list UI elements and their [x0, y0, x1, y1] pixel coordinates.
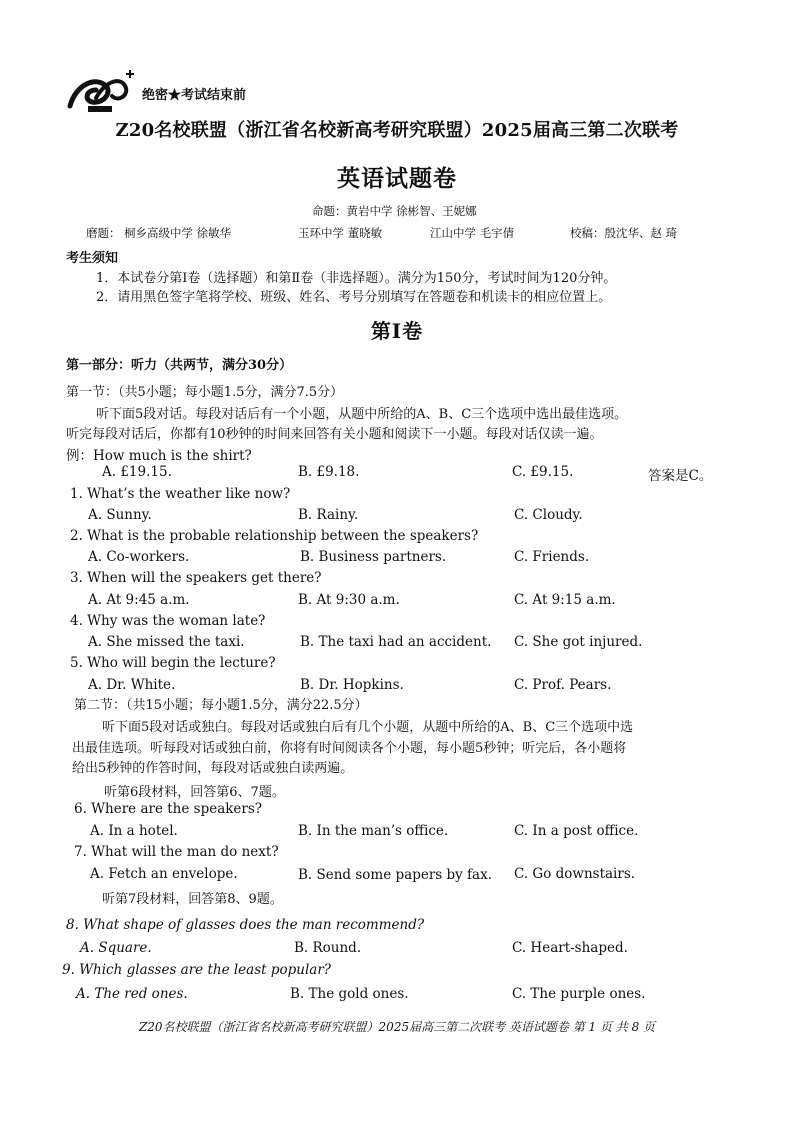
- notice-item-2: 2．请用黑色签字笔将学校、班级、姓名、考号分别填写在答题卷和机读卡的相应位置上。: [96, 290, 612, 305]
- notice-item-1: 1．本试卷分第Ⅰ卷（选择题）和第Ⅱ卷（非选择题）。满分为150分，考试时间为120分钟。: [96, 271, 617, 286]
- example-option-b: B. £9.18.: [298, 464, 360, 480]
- q8-option-a: A. Square.: [80, 940, 152, 956]
- question-8: 8. What shape of glasses does the man recommend?: [66, 917, 425, 933]
- q9-option-a: A. The red ones.: [76, 986, 188, 1002]
- q3-option-a: A. At 9:45 a.m.: [88, 592, 190, 608]
- reviewer-3: 江山中学 毛宇倩: [430, 226, 515, 240]
- question-4: 4. Why was the woman late?: [70, 613, 266, 629]
- notice-heading: 考生须知: [66, 251, 119, 266]
- q4-option-c: C. She got injured.: [514, 634, 643, 650]
- material-7-note: 听第7段材料，回答第8、9题。: [102, 892, 283, 907]
- q2-option-a: A. Co-workers.: [88, 549, 190, 565]
- q6-option-b: B. In the man’s office.: [298, 823, 449, 839]
- section2-instruction-1: 听下面5段对话或独白。每段对话或独白后有几个小题，从题中所给的A、B、C三个选项中选: [102, 720, 634, 735]
- question-7: 7. What will the man do next?: [74, 844, 279, 860]
- q2-option-b: B. Business partners.: [300, 549, 447, 565]
- example-answer: 答案是C。: [648, 468, 713, 484]
- q5-option-b: B. Dr. Hopkins.: [300, 677, 404, 693]
- q5-option-c: C. Prof. Pears.: [514, 677, 612, 693]
- q3-option-c: C. At 9:15 a.m.: [514, 592, 616, 608]
- q4-option-a: A. She missed the taxi.: [88, 634, 245, 650]
- q7-option-b: B. Send some papers by fax.: [298, 867, 493, 883]
- q1-option-c: C. Cloudy.: [514, 507, 583, 523]
- z20-logo-icon: [66, 66, 138, 114]
- q8-option-c: C. Heart-shaped.: [512, 940, 628, 956]
- exam-title: Z20名校联盟（浙江省名校新高考研究联盟）2025届高三第二次联考: [115, 120, 679, 141]
- section1-instruction-2: 听完每段对话后，你都有10秒钟的时间来回答有关小题和阅读下一小题。每段对话仅读一遍。: [66, 427, 603, 442]
- q3-option-b: B. At 9:30 a.m.: [298, 592, 400, 608]
- q9-option-b: B. The gold ones.: [290, 986, 409, 1002]
- reviewer-2: 玉环中学 董晓敏: [298, 226, 383, 240]
- q5-option-a: A. Dr. White.: [88, 677, 176, 693]
- q6-option-c: C. In a post office.: [514, 823, 639, 839]
- q7-option-c: C. Go downstairs.: [514, 866, 636, 882]
- question-2: 2. What is the probable relationship between the speakers?: [70, 528, 479, 544]
- question-6: 6. Where are the speakers?: [74, 801, 263, 817]
- q9-option-c: C. The purple ones.: [512, 986, 646, 1002]
- volume-title: 第Ⅰ卷: [370, 319, 424, 343]
- example-option-c: C. £9.15.: [512, 464, 574, 480]
- question-5: 5. Who will begin the lecture?: [70, 655, 276, 671]
- section1-heading: 第一节：（共5小题；每小题1.5分，满分7.5分）: [66, 385, 344, 400]
- proofread-credit: 校稿：殷沈华、赵 琦: [570, 226, 678, 240]
- section1-instruction-1: 听下面5段对话。每段对话后有一个小题，从题中所给的A、B、C三个选项中选出最佳选项。: [96, 407, 628, 422]
- material-6-note: 听第6段材料，回答第6、7题。: [104, 785, 285, 800]
- paper-title: 英语试题卷: [337, 165, 457, 192]
- example-question: 例：How much is the shirt?: [66, 448, 252, 464]
- part1-heading: 第一部分：听力（共两节，满分30分）: [66, 358, 293, 373]
- q2-option-c: C. Friends.: [514, 549, 590, 565]
- proposition-credit: 命题：黄岩中学 徐彬智、王妮娜: [312, 204, 477, 218]
- review-label: 磨题：: [86, 226, 121, 240]
- q6-option-a: A. In a hotel.: [90, 823, 178, 839]
- question-3: 3. When will the speakers get there?: [70, 570, 322, 586]
- page-footer: Z20名校联盟（浙江省名校新高考研究联盟）2025届高三第二次联考 英语试题卷 第 1 页 共 8 页: [138, 1020, 656, 1034]
- reviewer-1: 桐乡高级中学 徐敏华: [124, 226, 232, 240]
- section2-instruction-3: 给出5秒钟的作答时间，每段对话或独白读两遍。: [72, 761, 354, 776]
- section2-instruction-2: 出最佳选项。听每段对话或独白前，你将有时间阅读各个小题，每小题5秒钟；听完后，各小题将: [72, 741, 627, 756]
- confidential-label: 绝密★考试结束前: [142, 88, 247, 103]
- q1-option-a: A. Sunny.: [88, 507, 152, 523]
- example-option-a: A. £19.15.: [102, 464, 172, 480]
- question-9: 9. Which glasses are the least popular?: [62, 962, 332, 978]
- q8-option-b: B. Round.: [294, 940, 362, 956]
- q1-option-b: B. Rainy.: [298, 507, 359, 523]
- q7-option-a: A. Fetch an envelope.: [90, 866, 238, 882]
- section2-heading: 第二节：（共15小题；每小题1.5分，满分22.5分）: [74, 698, 368, 713]
- q4-option-b: B. The taxi had an accident.: [300, 634, 492, 650]
- question-1: 1. What’s the weather like now?: [70, 486, 291, 502]
